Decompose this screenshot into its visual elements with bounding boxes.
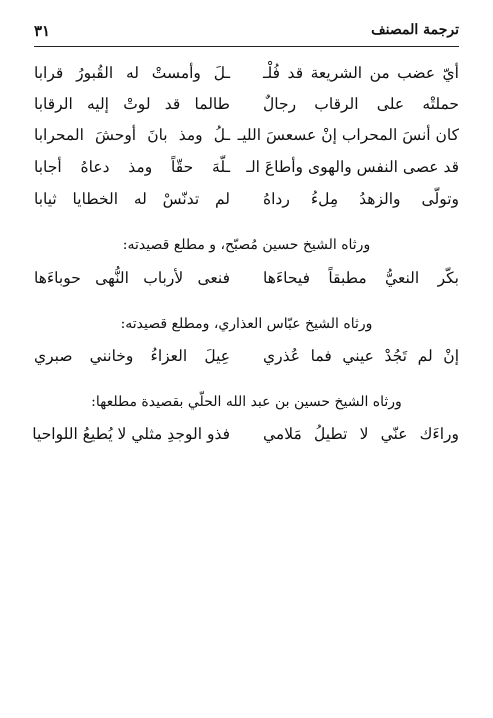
verse-first-hemistich: أيّ عضب من الشريعة قد فُلْـ [263,64,459,82]
verse-line [34,61,459,85]
verse-first-hemistich: وتولّى والزهدُ مِلءُ رداهُ [263,190,459,208]
verse-first-hemistich: كان أنسَ المحراب إنْ عسعسَ الليـ [237,126,459,144]
verse-second-hemistich: فنعى لأرباب النُّهى حوباءَها [34,269,230,287]
verse-second-hemistich: عِيلَ العزاءُ وخانني صبري [34,347,230,365]
verse-line [34,266,459,290]
page-number: ٣١ [34,22,51,40]
running-title: ترجمة المصنف [371,22,459,38]
elegy-intro: ورثاه الشيخ حسين مُصبّح، و مطلع قصيدته: [122,237,371,253]
verse-second-hemistich: فذو الوجدِ مثلي لا يُطيعُ اللواحيا [32,425,230,443]
verse-first-hemistich: حملتْه على الرقاب رجالٌ [263,95,459,113]
verse-line [34,187,459,211]
verse-line [34,155,459,179]
verse-line [34,92,459,116]
header-divider [34,46,459,47]
verse-second-hemistich: لم تدنّسْ له الخطايا ثيابا [34,190,230,208]
elegy-intro: ورثاه الشيخ حسين بن عبد الله الحلّي بقصيدة مطلعها: [91,394,402,410]
verse-first-hemistich: بكّر النعيُّ مطبقاً فيحاءَها [263,269,459,287]
verse-line [34,123,459,147]
verse-second-hemistich: ـلّهَ حقّاً ومذ دعاهُ أجابا [34,158,230,176]
verse-first-hemistich: إنْ لم تَجُدْ عيني فما عُذري [263,347,459,365]
verse-second-hemistich: ـلُ ومذ بانَ أوحشَ المحرابا [34,126,230,144]
verse-second-hemistich: ـلَ وأمستْ له القُبورُ قرابا [34,64,230,82]
verse-line [34,344,459,368]
page-header [34,20,459,46]
verse-first-hemistich: وراءَك عنّي لا تطيلُ مَلامي [263,425,459,443]
elegy-intro: ورثاه الشيخ عبّاس العذاري، ومطلع قصيدته: [120,316,373,332]
verse-second-hemistich: طالما قد لوتْ إليه الرقابا [34,95,230,113]
verse-first-hemistich: قد عصى النفس والهوى وأطاعَ الـ [246,158,459,176]
verse-line [34,422,459,446]
